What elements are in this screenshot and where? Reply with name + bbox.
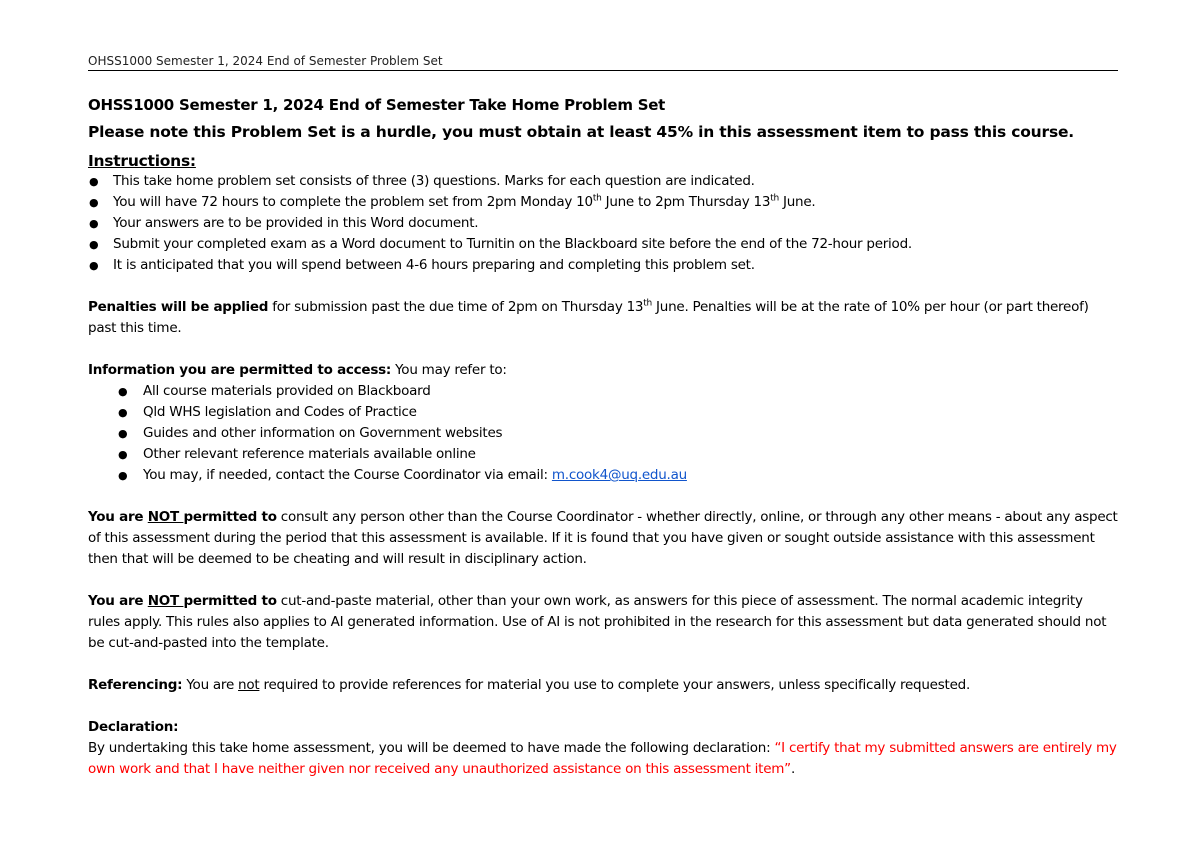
- not-permitted-consult-paragraph: You are NOT permitted to consult any person other than the Course Coordinator - whether directly, online, or through any other means - about any aspect of this assessment during the period that this assessment is available. If it is found that you have given or sought outside assistance with this assessment then that will be deemed to be cheating and will result in disciplinary action.: [88, 509, 1118, 567]
- running-header-title: OHSS1000 Semester 1, 2024 End of Semester Problem Set: [88, 54, 443, 68]
- list-item: ● Guides and other information on Government websites: [88, 423, 1118, 444]
- bullet-icon: ●: [118, 469, 128, 482]
- access-paragraph: Information you are permitted to access: You may refer to:: [88, 362, 507, 378]
- document-title: OHSS1000 Semester 1, 2024 End of Semester Take Home Problem Set: [88, 96, 666, 114]
- declaration-paragraph: By undertaking this take home assessment, you will be deemed to have made the following declaration: “I certify that my submitted answers are entirely my own work and that I have neither given nor received any unauthorized assistance on this assessment item”.: [88, 740, 1117, 777]
- running-header: [88, 54, 1118, 71]
- list-item: ● It is anticipated that you will spend between 4-6 hours preparing and completing this problem set.: [88, 255, 1118, 276]
- bullet-icon: ●: [118, 448, 128, 461]
- referencing-paragraph: Referencing: You are not required to provide references for material you use to complete your answers, unless specifically requested.: [88, 677, 970, 693]
- declaration-heading: Declaration:: [88, 719, 179, 735]
- penalties-paragraph: Penalties will be applied for submission past the due time of 2pm on Thursday 13th June. Penalties will be at the rate of 10% per hour (or part thereof) past this time.: [88, 298, 1089, 336]
- bullet-icon: ●: [89, 175, 99, 188]
- document-body: [88, 95, 1118, 780]
- list-item: ● All course materials provided on Blackboard: [88, 381, 1118, 402]
- list-item: ● Submit your completed exam as a Word document to Turnitin on the Blackboard site before the end of the 72-hour period.: [88, 234, 1118, 255]
- list-item: ● You will have 72 hours to complete the problem set from 2pm Monday 10th June to 2pm Thursday 13th June.: [88, 192, 1118, 213]
- list-item: ● Your answers are to be provided in this Word document.: [88, 213, 1118, 234]
- not-permitted-paste-paragraph: You are NOT permitted to cut-and-paste material, other than your own work, as answers for this piece of assessment. The normal academic integrity rules apply. This rules also applies to AI generated information. Use of AI is not prohibited in the research for this assessment but data generated should not be cut-and-pasted into the template.: [88, 593, 1107, 651]
- list-item: ● You may, if needed, contact the Course Coordinator via email: m.cook4@uq.edu.au: [88, 465, 1118, 486]
- list-item: ● Qld WHS legislation and Codes of Practice: [88, 402, 1118, 423]
- bullet-icon: ●: [118, 427, 128, 440]
- bullet-icon: ●: [89, 259, 99, 272]
- list-item: ● Other relevant reference materials available online: [88, 444, 1118, 465]
- declaration-quote: “I certify that my submitted answers are entirely my own work and that I have neither given nor received any unauthorized assistance on this assessment item”: [88, 740, 1117, 777]
- bullet-icon: ●: [89, 217, 99, 230]
- coordinator-email-link[interactable]: m.cook4@uq.edu.au: [551, 467, 687, 483]
- bullet-icon: ●: [89, 196, 99, 209]
- instructions-list: [88, 171, 1118, 276]
- list-item: ● This take home problem set consists of three (3) questions. Marks for each question are indicated.: [88, 171, 1118, 192]
- instructions-heading: Instructions:: [88, 152, 196, 170]
- bullet-icon: ●: [118, 406, 128, 419]
- access-list: [88, 381, 1118, 486]
- bullet-icon: ●: [89, 238, 99, 251]
- bullet-icon: ●: [118, 385, 128, 398]
- hurdle-notice: Please note this Problem Set is a hurdle, you must obtain at least 45% in this assessment item to pass this course.: [88, 123, 1074, 141]
